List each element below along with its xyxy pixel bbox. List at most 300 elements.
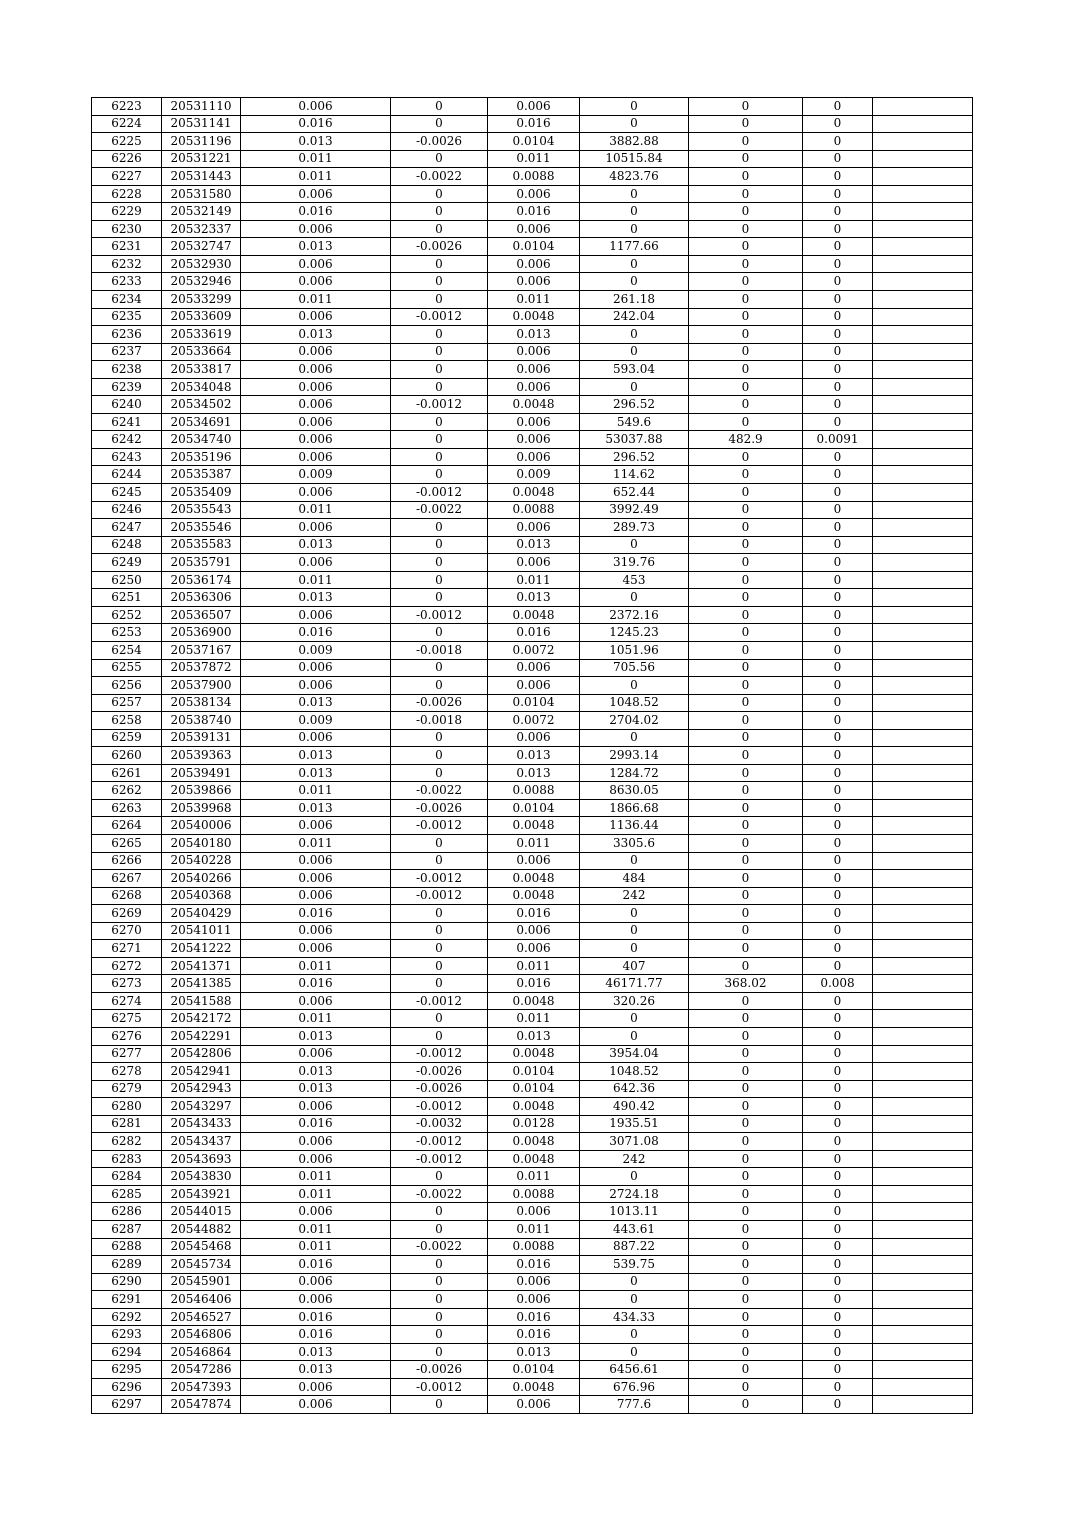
cell-account-id: 20532946 [162, 273, 241, 291]
cell-col-rate: 0.006 [241, 1291, 391, 1309]
cell-col-amount: 1866.68 [580, 799, 689, 817]
cell-col-value: 0 [689, 150, 803, 168]
cell-col-adjustment: 0 [391, 554, 488, 572]
cell-col-rate: 0.016 [241, 203, 391, 221]
cell-col-adjustment: -0.0012 [391, 484, 488, 502]
cell-col-rate: 0.006 [241, 554, 391, 572]
cell-col-blank [873, 431, 973, 449]
cell-col-adjustment: 0 [391, 326, 488, 344]
cell-col-rate: 0.013 [241, 133, 391, 151]
cell-col-amount: 53037.88 [580, 431, 689, 449]
cell-col-adjustment: 0 [391, 589, 488, 607]
table-row [92, 852, 973, 870]
cell-col-value: 0 [689, 1010, 803, 1028]
cell-col-rate: 0.006 [241, 396, 391, 414]
cell-col-rate: 0.011 [241, 1185, 391, 1203]
cell-col-adjustment: 0 [391, 922, 488, 940]
cell-col-net-rate: 0.006 [488, 431, 580, 449]
cell-col-rate: 0.016 [241, 905, 391, 923]
cell-col-blank [873, 115, 973, 133]
cell-col-net-rate: 0.0048 [488, 992, 580, 1010]
cell-row-number: 6226 [92, 150, 162, 168]
cell-account-id: 20534048 [162, 378, 241, 396]
cell-col-adjustment: -0.0012 [391, 1378, 488, 1396]
cell-col-net-rate: 0.006 [488, 255, 580, 273]
cell-account-id: 20545734 [162, 1256, 241, 1274]
cell-col-value: 0 [689, 536, 803, 554]
cell-col-ratio: 0 [803, 1203, 873, 1221]
cell-col-blank [873, 1168, 973, 1186]
cell-col-value: 0 [689, 1361, 803, 1379]
cell-col-net-rate: 0.0088 [488, 501, 580, 519]
cell-col-value: 0 [689, 940, 803, 958]
cell-col-adjustment: 0 [391, 150, 488, 168]
cell-col-rate: 0.011 [241, 957, 391, 975]
cell-row-number: 6270 [92, 922, 162, 940]
cell-col-adjustment: 0 [391, 1256, 488, 1274]
table-row [92, 1098, 973, 1116]
cell-row-number: 6231 [92, 238, 162, 256]
cell-col-value: 0 [689, 1273, 803, 1291]
cell-col-net-rate: 0.006 [488, 677, 580, 695]
table-row [92, 255, 973, 273]
cell-col-adjustment: -0.0032 [391, 1115, 488, 1133]
cell-row-number: 6251 [92, 589, 162, 607]
cell-col-amount: 1245.23 [580, 624, 689, 642]
cell-account-id: 20533817 [162, 361, 241, 379]
table-row [92, 571, 973, 589]
cell-col-rate: 0.011 [241, 1168, 391, 1186]
cell-col-ratio: 0 [803, 1045, 873, 1063]
cell-account-id: 20540180 [162, 834, 241, 852]
table-row [92, 659, 973, 677]
cell-col-amount: 319.76 [580, 554, 689, 572]
cell-col-net-rate: 0.0128 [488, 1115, 580, 1133]
cell-col-net-rate: 0.0104 [488, 133, 580, 151]
cell-col-value: 0 [689, 799, 803, 817]
cell-col-value: 0 [689, 1238, 803, 1256]
cell-col-rate: 0.006 [241, 922, 391, 940]
cell-account-id: 20534740 [162, 431, 241, 449]
cell-col-rate: 0.006 [241, 1133, 391, 1151]
cell-row-number: 6254 [92, 641, 162, 659]
table-row [92, 782, 973, 800]
cell-account-id: 20534691 [162, 413, 241, 431]
cell-col-value: 0 [689, 659, 803, 677]
cell-col-blank [873, 1010, 973, 1028]
cell-row-number: 6240 [92, 396, 162, 414]
cell-col-value: 0 [689, 203, 803, 221]
cell-col-net-rate: 0.0088 [488, 782, 580, 800]
cell-col-adjustment: 0 [391, 1273, 488, 1291]
cell-col-adjustment: -0.0026 [391, 238, 488, 256]
cell-col-value: 0 [689, 712, 803, 730]
cell-col-ratio: 0 [803, 992, 873, 1010]
cell-row-number: 6233 [92, 273, 162, 291]
cell-account-id: 20539363 [162, 747, 241, 765]
cell-col-rate: 0.016 [241, 624, 391, 642]
cell-col-value: 0 [689, 1115, 803, 1133]
table-row [92, 220, 973, 238]
cell-col-ratio: 0 [803, 1063, 873, 1081]
cell-col-blank [873, 905, 973, 923]
cell-col-value: 0 [689, 378, 803, 396]
cell-col-rate: 0.006 [241, 343, 391, 361]
cell-account-id: 20543433 [162, 1115, 241, 1133]
cell-col-value: 0 [689, 782, 803, 800]
cell-account-id: 20532337 [162, 220, 241, 238]
cell-col-net-rate: 0.006 [488, 273, 580, 291]
cell-col-ratio: 0 [803, 291, 873, 309]
cell-col-net-rate: 0.006 [488, 554, 580, 572]
cell-col-amount: 10515.84 [580, 150, 689, 168]
cell-account-id: 20537872 [162, 659, 241, 677]
cell-col-blank [873, 203, 973, 221]
cell-col-rate: 0.006 [241, 361, 391, 379]
cell-row-number: 6297 [92, 1396, 162, 1414]
cell-col-ratio: 0 [803, 782, 873, 800]
cell-row-number: 6278 [92, 1063, 162, 1081]
cell-row-number: 6281 [92, 1115, 162, 1133]
cell-account-id: 20540429 [162, 905, 241, 923]
cell-col-amount: 2724.18 [580, 1185, 689, 1203]
cell-account-id: 20540368 [162, 887, 241, 905]
cell-row-number: 6255 [92, 659, 162, 677]
cell-account-id: 20540228 [162, 852, 241, 870]
cell-account-id: 20533609 [162, 308, 241, 326]
cell-col-blank [873, 448, 973, 466]
cell-col-ratio: 0 [803, 255, 873, 273]
cell-col-rate: 0.013 [241, 694, 391, 712]
cell-account-id: 20533299 [162, 291, 241, 309]
cell-col-amount: 0 [580, 343, 689, 361]
cell-col-ratio: 0 [803, 413, 873, 431]
cell-row-number: 6257 [92, 694, 162, 712]
cell-col-amount: 242.04 [580, 308, 689, 326]
table-row [92, 361, 973, 379]
table-row [92, 764, 973, 782]
cell-col-ratio: 0 [803, 1115, 873, 1133]
cell-col-ratio: 0 [803, 589, 873, 607]
cell-col-net-rate: 0.0104 [488, 1361, 580, 1379]
cell-col-adjustment: 0 [391, 729, 488, 747]
cell-col-value: 0 [689, 220, 803, 238]
cell-col-ratio: 0 [803, 922, 873, 940]
cell-col-amount: 1051.96 [580, 641, 689, 659]
table-row [92, 922, 973, 940]
cell-account-id: 20541011 [162, 922, 241, 940]
cell-col-ratio: 0 [803, 677, 873, 695]
cell-col-blank [873, 712, 973, 730]
cell-col-rate: 0.006 [241, 1045, 391, 1063]
table-row [92, 677, 973, 695]
cell-col-adjustment: 0 [391, 1027, 488, 1045]
cell-col-rate: 0.006 [241, 431, 391, 449]
cell-account-id: 20540006 [162, 817, 241, 835]
cell-col-value: 0 [689, 115, 803, 133]
cell-col-ratio: 0 [803, 98, 873, 116]
cell-col-blank [873, 1378, 973, 1396]
cell-account-id: 20535543 [162, 501, 241, 519]
table-row [92, 712, 973, 730]
cell-col-adjustment: 0 [391, 1326, 488, 1344]
cell-col-amount: 0 [580, 852, 689, 870]
cell-col-value: 0 [689, 922, 803, 940]
cell-col-value: 0 [689, 396, 803, 414]
cell-col-blank [873, 606, 973, 624]
cell-col-ratio: 0 [803, 133, 873, 151]
cell-account-id: 20542172 [162, 1010, 241, 1028]
cell-col-adjustment: 0 [391, 291, 488, 309]
table-row [92, 133, 973, 151]
cell-col-amount: 1284.72 [580, 764, 689, 782]
cell-col-net-rate: 0.011 [488, 571, 580, 589]
cell-col-blank [873, 747, 973, 765]
table-row [92, 1185, 973, 1203]
cell-col-ratio: 0 [803, 168, 873, 186]
cell-col-adjustment: 0 [391, 764, 488, 782]
cell-col-blank [873, 887, 973, 905]
cell-col-blank [873, 1185, 973, 1203]
cell-col-ratio: 0 [803, 1150, 873, 1168]
cell-col-net-rate: 0.006 [488, 729, 580, 747]
cell-col-net-rate: 0.006 [488, 922, 580, 940]
cell-col-amount: 0 [580, 115, 689, 133]
cell-account-id: 20537900 [162, 677, 241, 695]
cell-col-amount: 0 [580, 1027, 689, 1045]
cell-col-value: 482.9 [689, 431, 803, 449]
cell-col-blank [873, 1326, 973, 1344]
cell-row-number: 6267 [92, 870, 162, 888]
cell-col-ratio: 0 [803, 150, 873, 168]
cell-col-rate: 0.006 [241, 817, 391, 835]
cell-col-rate: 0.009 [241, 466, 391, 484]
table-row [92, 1291, 973, 1309]
cell-col-blank [873, 238, 973, 256]
cell-row-number: 6261 [92, 764, 162, 782]
table-row [92, 554, 973, 572]
cell-col-amount: 0 [580, 1010, 689, 1028]
cell-col-rate: 0.006 [241, 677, 391, 695]
cell-col-rate: 0.006 [241, 1098, 391, 1116]
cell-col-blank [873, 992, 973, 1010]
cell-col-rate: 0.016 [241, 975, 391, 993]
cell-col-net-rate: 0.0104 [488, 799, 580, 817]
cell-row-number: 6265 [92, 834, 162, 852]
table-row [92, 1396, 973, 1414]
cell-account-id: 20543921 [162, 1185, 241, 1203]
cell-col-adjustment: 0 [391, 361, 488, 379]
cell-col-adjustment: -0.0018 [391, 712, 488, 730]
table-row [92, 501, 973, 519]
cell-account-id: 20539968 [162, 799, 241, 817]
cell-col-ratio: 0 [803, 1343, 873, 1361]
cell-col-rate: 0.009 [241, 641, 391, 659]
cell-col-amount: 593.04 [580, 361, 689, 379]
cell-col-rate: 0.011 [241, 150, 391, 168]
cell-col-rate: 0.006 [241, 255, 391, 273]
cell-col-amount: 3954.04 [580, 1045, 689, 1063]
table-row [92, 905, 973, 923]
cell-row-number: 6241 [92, 413, 162, 431]
cell-col-rate: 0.011 [241, 1010, 391, 1028]
cell-col-adjustment: -0.0026 [391, 133, 488, 151]
cell-col-amount: 549.6 [580, 413, 689, 431]
cell-account-id: 20536174 [162, 571, 241, 589]
cell-col-value: 0 [689, 1396, 803, 1414]
cell-row-number: 6247 [92, 519, 162, 537]
cell-col-amount: 0 [580, 1291, 689, 1309]
cell-row-number: 6239 [92, 378, 162, 396]
cell-row-number: 6274 [92, 992, 162, 1010]
cell-col-adjustment: -0.0026 [391, 799, 488, 817]
cell-col-net-rate: 0.0048 [488, 308, 580, 326]
cell-col-adjustment: -0.0026 [391, 1080, 488, 1098]
cell-col-value: 0 [689, 1098, 803, 1116]
table-row [92, 992, 973, 1010]
cell-row-number: 6234 [92, 291, 162, 309]
cell-col-adjustment: -0.0022 [391, 1238, 488, 1256]
cell-col-ratio: 0.008 [803, 975, 873, 993]
cell-row-number: 6245 [92, 484, 162, 502]
cell-col-blank [873, 291, 973, 309]
cell-col-amount: 242 [580, 887, 689, 905]
cell-col-ratio: 0 [803, 554, 873, 572]
cell-col-ratio: 0 [803, 887, 873, 905]
cell-col-blank [873, 168, 973, 186]
cell-col-blank [873, 799, 973, 817]
table-body [92, 98, 973, 1414]
cell-col-value: 0 [689, 273, 803, 291]
cell-col-amount: 4823.76 [580, 168, 689, 186]
cell-row-number: 6238 [92, 361, 162, 379]
cell-col-net-rate: 0.006 [488, 378, 580, 396]
cell-account-id: 20543693 [162, 1150, 241, 1168]
cell-account-id: 20538740 [162, 712, 241, 730]
cell-col-adjustment: 0 [391, 115, 488, 133]
cell-col-amount: 434.33 [580, 1308, 689, 1326]
cell-col-rate: 0.013 [241, 1361, 391, 1379]
cell-col-rate: 0.006 [241, 940, 391, 958]
cell-col-adjustment: -0.0012 [391, 308, 488, 326]
cell-col-rate: 0.016 [241, 115, 391, 133]
cell-col-ratio: 0 [803, 606, 873, 624]
cell-col-amount: 453 [580, 571, 689, 589]
table-row [92, 887, 973, 905]
cell-row-number: 6227 [92, 168, 162, 186]
cell-col-amount: 1136.44 [580, 817, 689, 835]
cell-col-adjustment: 0 [391, 519, 488, 537]
cell-col-rate: 0.016 [241, 1326, 391, 1344]
cell-row-number: 6286 [92, 1203, 162, 1221]
cell-col-rate: 0.006 [241, 1378, 391, 1396]
cell-row-number: 6224 [92, 115, 162, 133]
table-row [92, 1063, 973, 1081]
cell-col-amount: 289.73 [580, 519, 689, 537]
cell-col-rate: 0.006 [241, 992, 391, 1010]
cell-col-adjustment: -0.0012 [391, 396, 488, 414]
cell-row-number: 6259 [92, 729, 162, 747]
cell-col-amount: 1013.11 [580, 1203, 689, 1221]
table-row [92, 1150, 973, 1168]
table-row [92, 448, 973, 466]
cell-row-number: 6282 [92, 1133, 162, 1151]
cell-account-id: 20543437 [162, 1133, 241, 1151]
cell-row-number: 6260 [92, 747, 162, 765]
cell-row-number: 6262 [92, 782, 162, 800]
cell-col-blank [873, 484, 973, 502]
table-row [92, 834, 973, 852]
table-row [92, 1115, 973, 1133]
cell-col-net-rate: 0.013 [488, 536, 580, 554]
cell-col-net-rate: 0.0048 [488, 1098, 580, 1116]
cell-col-amount: 2704.02 [580, 712, 689, 730]
table-row [92, 624, 973, 642]
cell-account-id: 20546527 [162, 1308, 241, 1326]
cell-row-number: 6253 [92, 624, 162, 642]
cell-col-value: 0 [689, 361, 803, 379]
cell-col-value: 368.02 [689, 975, 803, 993]
cell-col-net-rate: 0.013 [488, 589, 580, 607]
cell-col-value: 0 [689, 238, 803, 256]
cell-account-id: 20543297 [162, 1098, 241, 1116]
cell-account-id: 20535583 [162, 536, 241, 554]
table-row [92, 273, 973, 291]
cell-col-blank [873, 677, 973, 695]
cell-col-value: 0 [689, 185, 803, 203]
cell-row-number: 6252 [92, 606, 162, 624]
cell-col-net-rate: 0.016 [488, 203, 580, 221]
cell-col-adjustment: 0 [391, 185, 488, 203]
cell-col-amount: 0 [580, 677, 689, 695]
cell-account-id: 20532930 [162, 255, 241, 273]
cell-col-rate: 0.013 [241, 799, 391, 817]
cell-col-net-rate: 0.0072 [488, 712, 580, 730]
cell-col-adjustment: -0.0022 [391, 168, 488, 186]
cell-col-ratio: 0 [803, 1221, 873, 1239]
cell-col-net-rate: 0.006 [488, 1396, 580, 1414]
cell-col-adjustment: 0 [391, 905, 488, 923]
cell-col-rate: 0.011 [241, 1238, 391, 1256]
cell-col-value: 0 [689, 729, 803, 747]
table-row [92, 957, 973, 975]
cell-col-adjustment: 0 [391, 1396, 488, 1414]
cell-row-number: 6264 [92, 817, 162, 835]
cell-col-ratio: 0 [803, 1185, 873, 1203]
table-row [92, 1273, 973, 1291]
cell-col-net-rate: 0.006 [488, 361, 580, 379]
cell-col-blank [873, 1396, 973, 1414]
table-row [92, 940, 973, 958]
table-row [92, 1168, 973, 1186]
cell-col-rate: 0.013 [241, 1063, 391, 1081]
cell-col-blank [873, 326, 973, 344]
cell-row-number: 6232 [92, 255, 162, 273]
cell-col-rate: 0.013 [241, 238, 391, 256]
cell-account-id: 20540266 [162, 870, 241, 888]
cell-col-adjustment: -0.0012 [391, 817, 488, 835]
cell-col-blank [873, 378, 973, 396]
cell-col-value: 0 [689, 764, 803, 782]
cell-col-value: 0 [689, 992, 803, 1010]
cell-col-amount: 777.6 [580, 1396, 689, 1414]
cell-col-net-rate: 0.011 [488, 957, 580, 975]
cell-col-rate: 0.009 [241, 712, 391, 730]
cell-account-id: 20547286 [162, 1361, 241, 1379]
cell-col-value: 0 [689, 817, 803, 835]
cell-col-rate: 0.013 [241, 1343, 391, 1361]
cell-col-adjustment: 0 [391, 975, 488, 993]
